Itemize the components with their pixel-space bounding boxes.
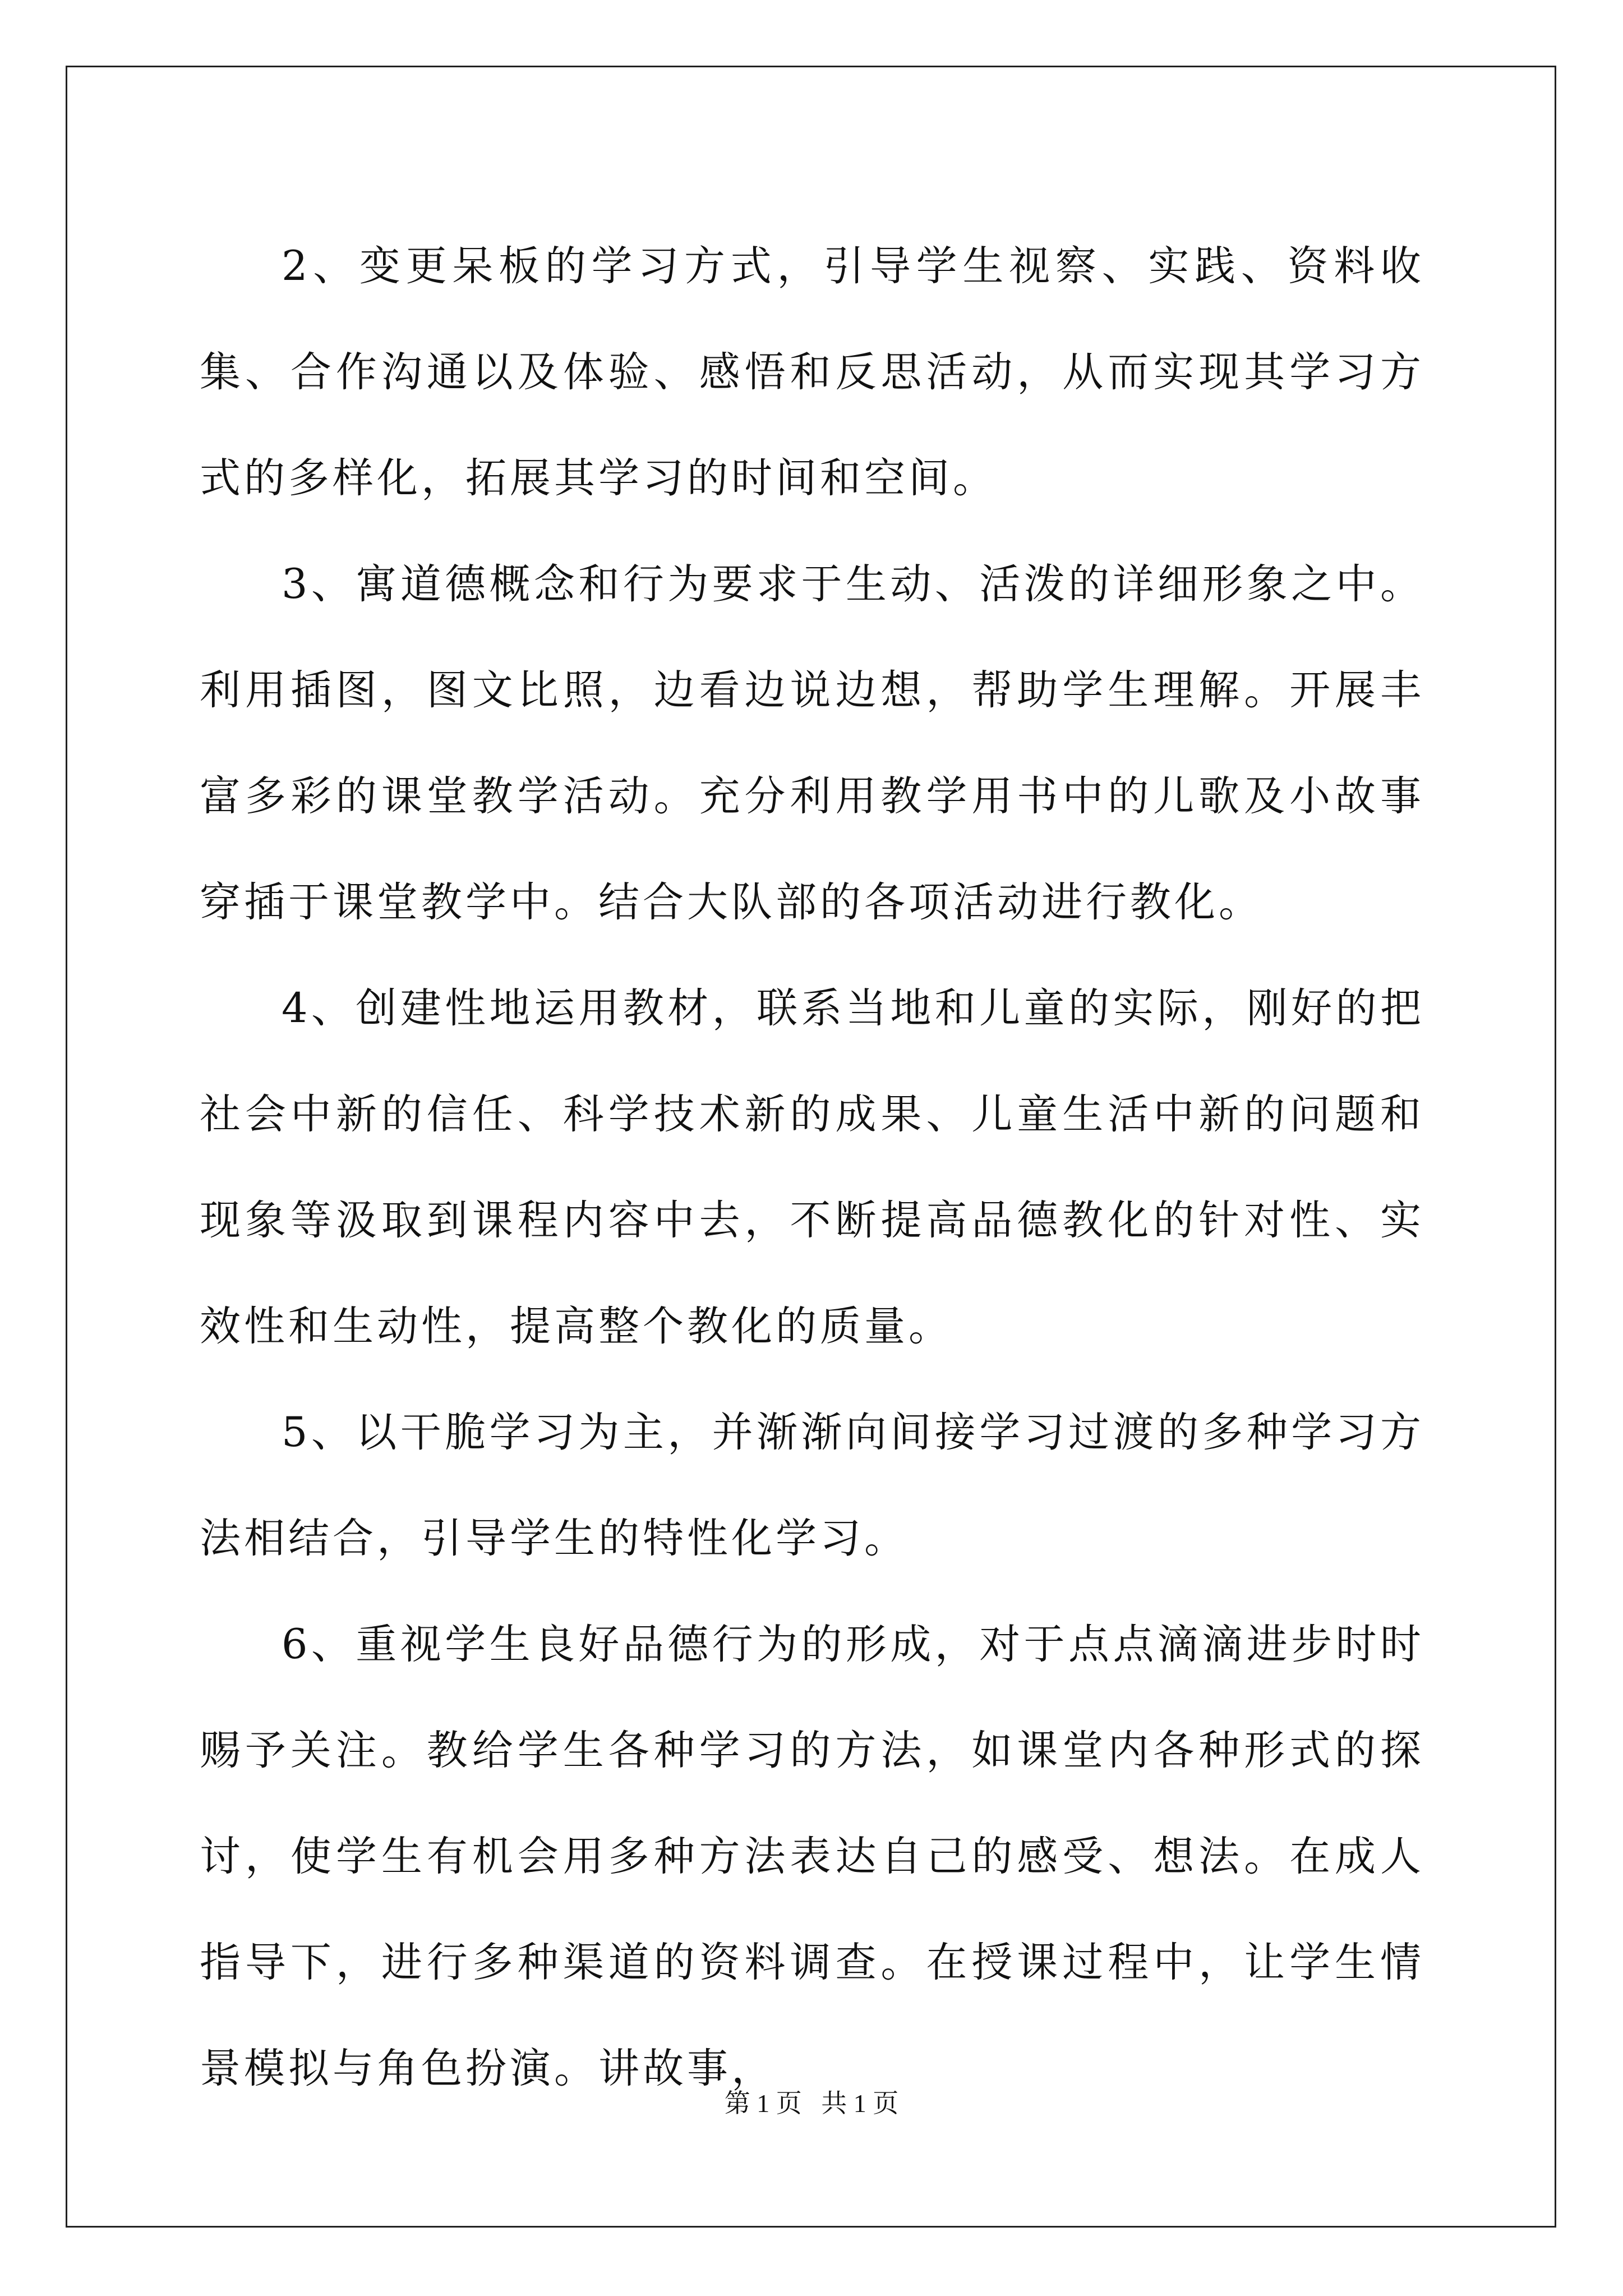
- paragraph-3: 3、寓道德概念和行为要求于生动、活泼的详细形象之中。利用插图，图文比照，边看边说边想，帮助学生理解。开展丰富多彩的课堂教学活动。充分利用教学用书中的儿歌及小故事穿插于课堂教学中。结合大队部的各项活动进行教化。: [200, 560, 1424, 926]
- paragraph-5: 5、以干脆学习为主，并渐渐向间接学习过渡的多种学习方法相结合，引导学生的特性化学习。: [200, 1409, 1424, 1562]
- paragraph-4: 4、创建性地运用教材，联系当地和儿童的实际，刚好的把社会中新的信任、科学技术新的成果、儿童生活中新的问题和现象等汲取到课程内容中去，不断提高品德教化的针对性、实效性和生动性，提高整个教化的质量。: [200, 984, 1424, 1350]
- paragraph-2: 2、变更呆板的学习方式，引导学生视察、实践、资料收集、合作沟通以及体验、感悟和反思活动，从而实现其学习方式的多样化，拓展其学习的时间和空间。: [200, 242, 1424, 502]
- document-body: [200, 213, 1424, 2122]
- paragraph-6: 6、重视学生良好品德行为的形成，对于点点滴滴进步时时赐予关注。教给学生各种学习的方法，如课堂内各种形式的探讨，使学生有机会用多种方法表达自己的感受、想法。在成人指导下，进行多种渠道的资料调查。在授课过程中，让学生情景模拟与角色扮演。讲故事，: [200, 1621, 1424, 2092]
- page-footer: [0, 2087, 1623, 2120]
- page-number-label: 第 1 页 共 1 页: [724, 2089, 899, 2118]
